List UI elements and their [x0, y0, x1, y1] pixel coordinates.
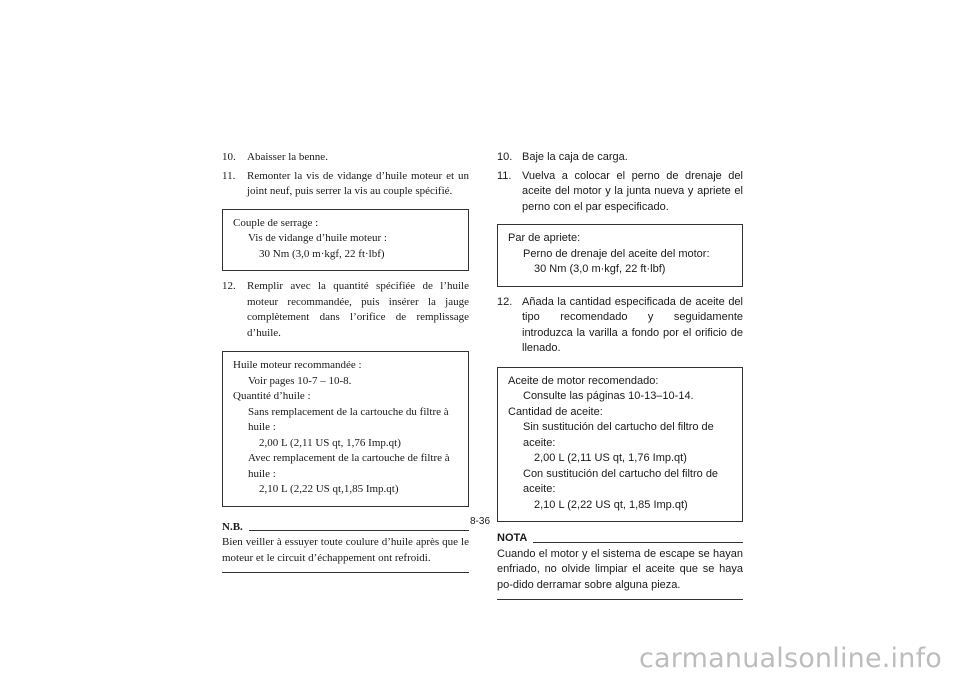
step-text: Añada la cantidad especificada de aceite del tipo recomendado y seguidamente introduzca la varilla a fondo por el orificio de llenado. — [522, 295, 743, 354]
fr-note-text: Bien veiller à essuyer toute coulure d’huile après que le moteur et le circuit d’échappement ont refroidi. — [222, 535, 469, 573]
box-without-value: 2,00 L (2,11 US qt, 1,76 Imp.qt) — [259, 436, 401, 449]
fr-torque-box — [222, 209, 469, 272]
es-step-12 — [497, 295, 743, 357]
box-with-filter: Con sustitución del cartucho del filtro de aceite: — [523, 467, 719, 495]
step-number: 11. — [222, 169, 236, 182]
box-ref: Consulte las páginas 10-13–10-14. — [523, 390, 694, 402]
box-with-value: 2,10 L (2,22 US qt,1,85 Imp.qt) — [259, 483, 399, 495]
box-title: Huile moteur recommandée : — [233, 359, 362, 371]
es-step-10 — [497, 150, 743, 166]
box-without-value: 2,00 L (2,11 US qt, 1,76 Imp.qt) — [534, 452, 687, 464]
french-column — [222, 150, 469, 573]
page-number: 8-36 — [469, 516, 490, 527]
fr-step-10 — [222, 150, 469, 166]
es-note-text: Cuando el motor y el sistema de escape se hayan enfriado, no olvide limpiar el aceite que se haya po-dido derramar sobre alguna pieza. — [497, 547, 743, 601]
box-title: Aceite de motor recomendado: — [508, 374, 659, 387]
box-qty-title: Quantité d’huile : — [233, 390, 311, 402]
box-item: Vis de vidange d’huile moteur : — [248, 232, 387, 244]
box-item: Perno de drenaje del aceite del motor: — [523, 247, 710, 260]
es-note-header — [497, 531, 743, 547]
step-text: Abaisser la benne. — [247, 151, 328, 163]
box-with-value: 2,10 L (2,22 US qt, 1,85 Imp.qt) — [534, 498, 688, 511]
spanish-column — [497, 150, 743, 600]
step-number: 12. — [222, 280, 236, 292]
fr-step-11 — [222, 169, 469, 200]
box-value: 30 Nm (3,0 m·kgf, 22 ft·lbf) — [534, 263, 666, 275]
es-oil-box — [497, 367, 743, 523]
box-without-filter: Sin sustitución del cartucho del filtro de aceite: — [523, 421, 714, 449]
box-with-filter: Avec remplacement de la cartouche de filtre à huile : — [248, 452, 450, 480]
note-rule — [249, 530, 469, 531]
step-text: Baje la caja de carga. — [522, 151, 628, 163]
note-label: N.B. — [222, 520, 243, 533]
watermark-text: carmanualsonline.info — [639, 643, 942, 674]
es-torque-box — [497, 224, 743, 287]
step-text: Remplir avec la quantité spécifiée de l’huile moteur recommandée, puis insérer la jauge complètement dans l’orifice de remplissage d’huile. — [247, 280, 469, 339]
es-step-11 — [497, 169, 743, 216]
step-number: 10. — [497, 151, 513, 163]
note-label: NOTA — [497, 532, 528, 544]
box-title: Couple de serrage : — [233, 216, 319, 229]
box-title: Par de apriete: — [508, 232, 581, 244]
fr-oil-box — [222, 351, 469, 507]
step-text: Remonter la vis de vidange d’huile moteur et un joint neuf, puis serrer la vis au couple spécifié. — [247, 169, 469, 197]
box-without-filter: Sans remplacement de la cartouche du filtre à huile : — [248, 405, 449, 433]
note-rule — [533, 542, 743, 543]
box-qty-title: Cantidad de aceite: — [508, 405, 603, 418]
fr-step-12 — [222, 279, 469, 341]
box-value: 30 Nm (3,0 m·kgf, 22 ft·lbf) — [259, 247, 385, 260]
step-number: 10. — [222, 151, 236, 163]
step-number: 12. — [497, 295, 513, 308]
step-number: 11. — [497, 169, 512, 182]
step-text: Vuelva a colocar el perno de drenaje del aceite del motor y la junta nueva y apriete el perno con el par especificado. — [522, 169, 743, 213]
box-ref: Voir pages 10-7 – 10-8. — [248, 374, 352, 387]
